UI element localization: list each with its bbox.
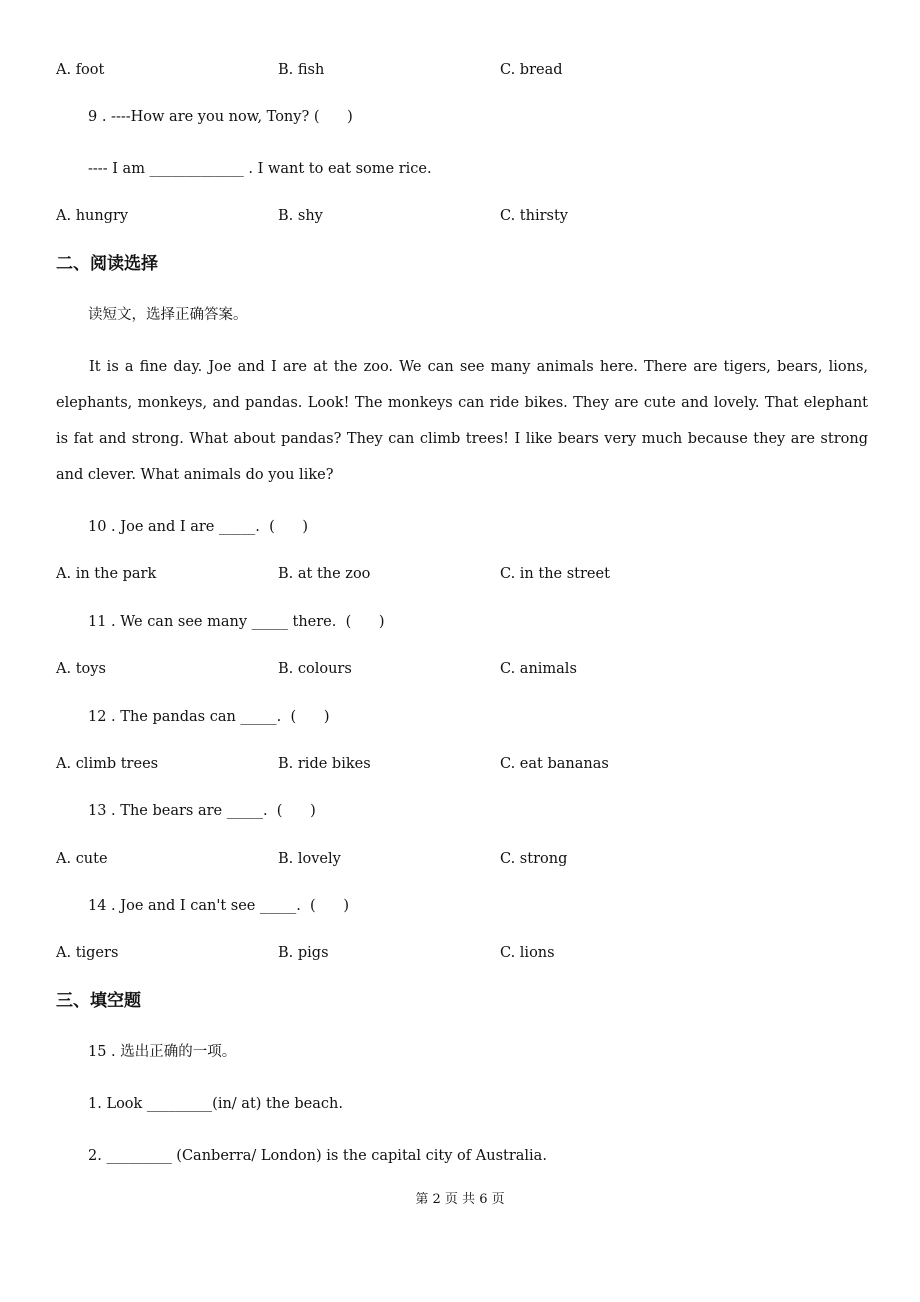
q8-option-c: C. bread (500, 62, 563, 78)
q9-option-b: B. shy (278, 208, 323, 224)
question-10-stem: 10 . Joe and I are _____. ( ) (88, 519, 309, 535)
section-2-heading: 二、阅读选择 (56, 254, 158, 274)
q14-option-c: C. lions (500, 945, 555, 961)
q10-option-c: C. in the street (500, 566, 610, 582)
q14-option-b: B. pigs (278, 945, 329, 961)
question-9-line2: ---- I am _____________ . I want to eat some rice. (88, 161, 432, 177)
section-2-instruction: 读短文，选择正确答案。 (88, 307, 248, 323)
q11-option-b: B. colours (278, 661, 352, 677)
q9-option-c: C. thirsty (500, 208, 568, 224)
q11-option-c: C. animals (500, 661, 577, 677)
q8-option-b: B. fish (278, 62, 325, 78)
q12-option-a: A. climb trees (56, 756, 159, 772)
q14-option-a: A. tigers (56, 945, 119, 961)
q13-option-b: B. lovely (278, 851, 341, 867)
question-13-stem: 13 . The bears are _____. ( ) (88, 803, 316, 819)
q13-option-a: A. cute (56, 851, 108, 867)
q11-option-a: A. toys (56, 661, 106, 677)
page-footer: 第 2 页 共 6 页 (415, 1192, 505, 1207)
q12-option-c: C. eat bananas (500, 756, 609, 772)
q10-option-b: B. at the zoo (278, 566, 371, 582)
question-11-stem: 11 . We can see many _____ there. ( ) (88, 614, 385, 630)
question-15-item-1: 1. Look _________(in/ at) the beach. (88, 1096, 343, 1112)
question-15-item-2: 2. _________ (Canberra/ London) is the capital city of Australia. (88, 1148, 547, 1164)
q10-option-a: A. in the park (56, 566, 157, 582)
question-12-stem: 12 . The pandas can _____. ( ) (88, 709, 330, 725)
q13-option-c: C. strong (500, 851, 568, 867)
question-9-stem: 9 . ----How are you now, Tony? ( ) (88, 109, 353, 125)
q9-option-a: A. hungry (56, 208, 129, 224)
question-15-stem: 15 . 选出正确的一项。 (88, 1044, 237, 1060)
section-3-heading: 三、填空题 (56, 991, 141, 1011)
reading-passage: It is a fine day. Joe and I are at the zoo. We can see many animals here. There are tigers, bears, lions, elephants, monkeys, and pandas. Look! The monkeys can ride bikes. They are cute and lovely. That elephant is fat and strong. What about pandas? They can climb trees! I like bears very much because they are strong and clever. What animals do you like? (56, 359, 868, 483)
question-14-stem: 14 . Joe and I can't see _____. ( ) (88, 898, 350, 914)
q12-option-b: B. ride bikes (278, 756, 371, 772)
q8-option-a: A. foot (56, 62, 105, 78)
